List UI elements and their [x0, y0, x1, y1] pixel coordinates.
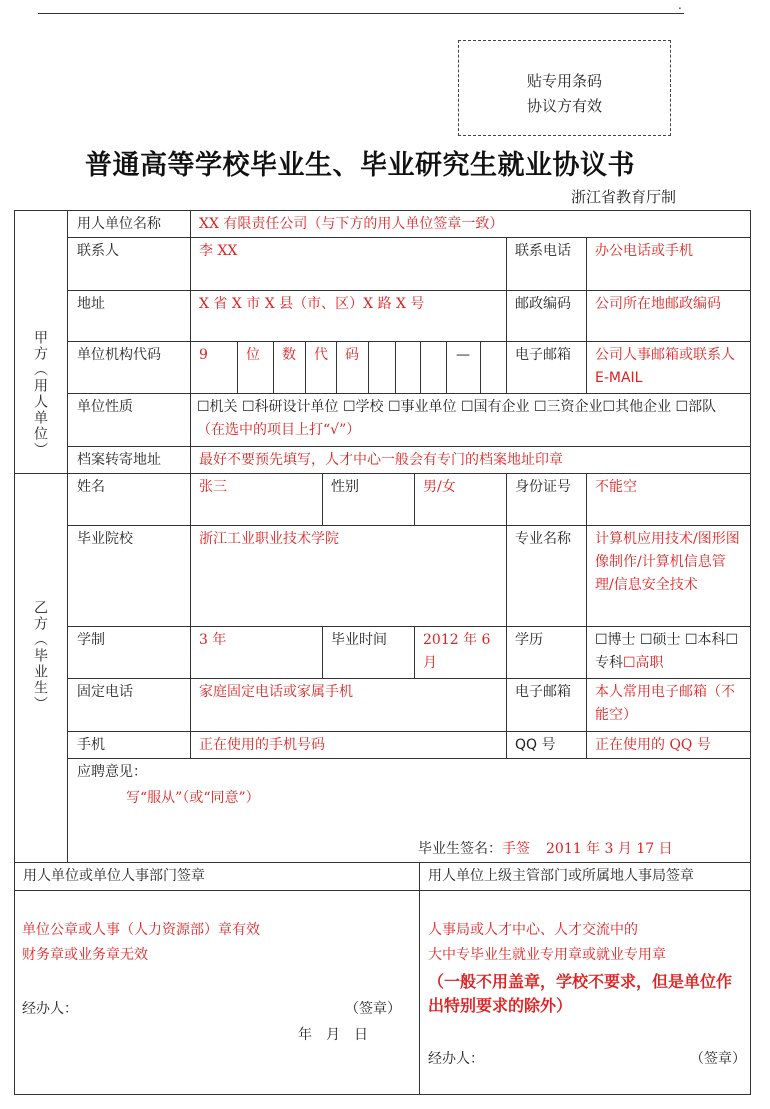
contact-label: 联系人 [77, 243, 119, 259]
contact-value[interactable]: 李 XX [199, 243, 238, 259]
student-name-value[interactable]: 张三 [199, 479, 227, 495]
landline-value[interactable]: 家庭固定电话或家属手机 [199, 684, 353, 700]
address-value[interactable]: X 省 X 市 X 县（市、区）X 路 X 号 [199, 296, 425, 312]
top-dot: . [678, 0, 682, 12]
right-seal: （签章） [690, 1051, 746, 1067]
left-stamp-line2: 财务章或业务章无效 [22, 947, 148, 963]
school-value[interactable]: 浙江工业职业技术学院 [199, 531, 339, 547]
archive-label: 档案转寄地址 [77, 452, 161, 468]
employer-name-value[interactable]: XX 有限责任公司（与下方的用人单位签章一致） [199, 216, 504, 232]
left-stamp-header: 用人单位或单位人事部门签章 [23, 868, 205, 884]
opinion-label: 应聘意见： [77, 764, 147, 780]
student-email-value[interactable]: 本人常用电子邮箱（不能空） [595, 684, 735, 723]
org-code-dash: — [456, 347, 470, 363]
degree-selected[interactable]: ☐高职 [623, 655, 664, 671]
degree-options[interactable]: ☐博士 ☐硕士 ☐本科☐专科 [595, 632, 739, 671]
right-stamp-line1: 人事局或人才中心、人才交流中的 [428, 922, 638, 938]
email-value[interactable]: 公司人事邮箱或联系人 E-MAIL [595, 347, 735, 386]
grad-time-label: 毕业时间 [331, 632, 387, 648]
org-code-char[interactable]: 9 [199, 347, 208, 363]
left-stamp-line1: 单位公章或人事（人力资源部）章有效 [22, 922, 260, 938]
landline-label: 固定电话 [77, 684, 133, 700]
nature-label: 单位性质 [77, 399, 133, 415]
mobile-label: 手机 [77, 737, 105, 753]
page-title: 普通高等学校毕业生、毕业研究生就业协议书 [85, 150, 635, 181]
gender-value[interactable]: 男/女 [423, 479, 456, 495]
opinion-value[interactable]: 写“服从”（或“同意”） [126, 790, 260, 806]
address-label: 地址 [77, 296, 105, 312]
issuer: 浙江省教育厅制 [571, 188, 677, 206]
signature-value[interactable]: 手签 [502, 841, 530, 857]
party-b-side-label: 乙方（毕业生） [32, 600, 48, 712]
major-label: 专业名称 [515, 531, 571, 547]
right-stamp-emphasis: （一般不用盖章，学校不要求，但是单位作出特别要求的除外） [428, 972, 733, 1015]
org-code-char[interactable]: 代 [314, 347, 328, 363]
duration-value[interactable]: 3 年 [199, 632, 227, 648]
right-stamp-note [428, 918, 666, 968]
postcode-value[interactable]: 公司所在地邮政编码 [595, 296, 721, 312]
school-label: 毕业院校 [77, 531, 133, 547]
left-seal: （签章） [345, 1001, 401, 1017]
left-stamp-note [22, 918, 260, 968]
signature-date[interactable]: 2011 年 3 月 17 日 [546, 841, 673, 857]
signature-line [418, 838, 673, 861]
right-stamp-line2: 大中专毕业生就业专用章或就业专用章 [428, 947, 666, 963]
postcode-label: 邮政编码 [515, 296, 571, 312]
org-code-char[interactable]: 码 [345, 347, 359, 363]
grad-time-value[interactable]: 2012 年 6 月 [423, 632, 491, 671]
signature-label: 毕业生签名： [418, 841, 502, 857]
org-code-char[interactable]: 位 [246, 347, 260, 363]
right-handler: 经办人： [428, 1051, 484, 1067]
barcode-line1: 贴专用条码 [526, 72, 602, 90]
email-label: 电子邮箱 [515, 347, 571, 363]
degree-field[interactable] [587, 626, 750, 675]
org-code-char[interactable]: 数 [282, 347, 296, 363]
nature-field[interactable] [191, 393, 749, 442]
right-stamp-header: 用人单位上级主管部门或所属地人事局签章 [428, 868, 694, 884]
left-handler: 经办人： [22, 1001, 78, 1017]
qq-value[interactable]: 正在使用的 QQ 号 [595, 737, 711, 753]
left-date: 年 月 日 [298, 1027, 368, 1043]
id-label: 身份证号 [515, 479, 571, 495]
employer-name-label: 用人单位名称 [77, 216, 161, 232]
phone-label: 联系电话 [515, 243, 571, 259]
org-code-label: 单位机构代码 [77, 347, 161, 363]
qq-label: QQ 号 [515, 737, 556, 753]
major-value[interactable]: 计算机应用技术/图形图像制作/计算机信息管理/信息安全技术 [595, 531, 740, 593]
archive-value[interactable]: 最好不要预先填写，人才中心一般会有专门的档案地址印章 [199, 452, 563, 468]
gender-label: 性别 [331, 479, 359, 495]
top-rule [38, 13, 684, 14]
phone-value[interactable]: 办公电话或手机 [595, 243, 693, 259]
barcode-box [458, 40, 671, 136]
degree-label: 学历 [515, 632, 543, 648]
nature-hint: （在选中的项目上打“√”） [197, 422, 361, 438]
party-a-side-label: 甲方（用人单位） [32, 330, 48, 458]
student-email-label: 电子邮箱 [515, 684, 571, 700]
duration-label: 学制 [77, 632, 105, 648]
mobile-value[interactable]: 正在使用的手机号码 [199, 737, 325, 753]
barcode-line2: 协议方有效 [526, 97, 602, 115]
nature-options[interactable]: ☐机关 ☐科研设计单位 ☐学校 ☐事业单位 ☐国有企业 ☐三资企业☐其他企业 ☐部队 [197, 399, 717, 415]
student-name-label: 姓名 [77, 479, 105, 495]
id-value[interactable]: 不能空 [595, 479, 637, 495]
